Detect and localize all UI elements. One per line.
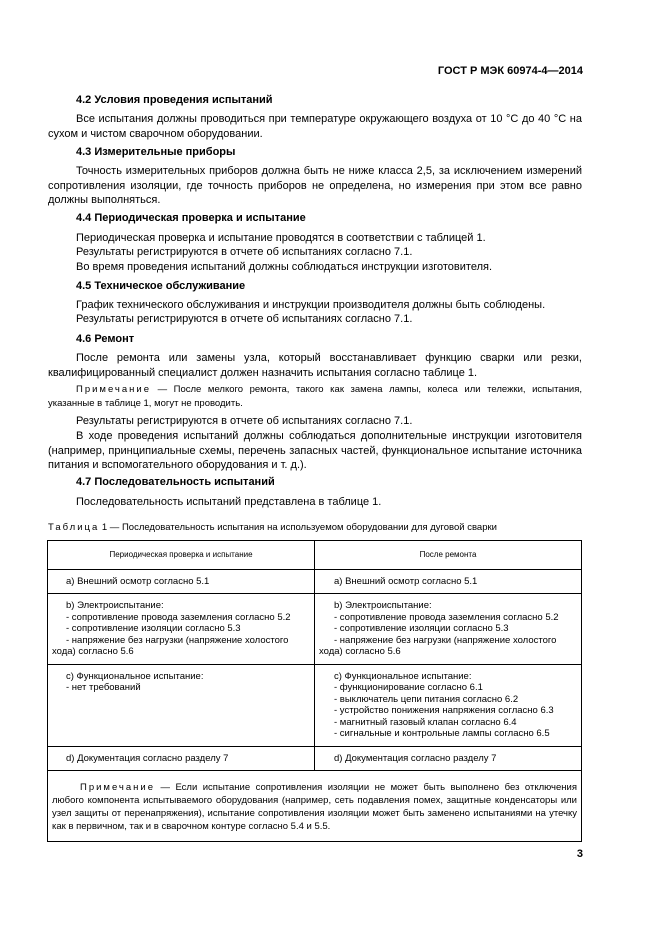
section-4-6-title: 4.6 Ремонт [76,333,135,345]
cell-line: - сопротивление провода заземления согласно 5.2 [334,611,559,623]
section-4-6-p2: Результаты регистрируются в отчете об испытаниях согласно 7.1. [76,415,413,427]
table-cell: a) Внешний осмотр согласно 5.1 [48,569,315,594]
cell-line: b) Электроиспытание: [66,600,164,611]
column-header-periodic: Периодическая проверка и испытание [48,541,315,570]
cell-line: c) Функциональное испытание: [334,670,472,682]
section-4-4-p2: Результаты регистрируются в отчете об испытаниях согласно 7.1. [76,246,413,258]
cell-line: хода) согласно 5.6 [319,646,401,657]
section-4-4-title: 4.4 Периодическая проверка и испытание [76,212,306,224]
table-cell [48,594,315,665]
column-header-after-repair: После ремонта [315,541,582,570]
section-4-4-p3: Во время проведения испытаний должны соблюдаться инструкции изготовителя. [76,261,493,273]
cell-line: - напряжение без нагрузки (напряжение холостого [334,634,557,646]
section-4-3-title: 4.3 Измерительные приборы [76,146,236,158]
table-row [48,664,582,746]
section-4-6-p1: После ремонта или замены узла, который восстанавливает функцию сварки или резки, квалифицированный специалист должен назначить испытания согласно таблице 1. [48,352,582,379]
standard-header: ГОСТ Р МЭК 60974-4—2014 [437,65,583,77]
note-text: — После мелкого ремонта, такого как замена лампы, колеса или тележки, испытания, указанные в таблице 1, могут не проводить. [48,384,582,409]
cell-line: - устройство понижения напряжения согласно 6.3 [334,705,554,716]
cell-line: - сопротивление провода заземления согласно 5.2 [66,611,291,623]
table-caption-label: Таблица [48,522,100,533]
table-row [48,569,582,594]
cell-line: - выключатель цепи питания согласно 6.2 [334,693,519,705]
cell-line: - напряжение без нагрузки (напряжение холостого [66,634,289,646]
table-header-row [48,541,582,570]
section-4-5-p2: Результаты регистрируются в отчете об испытаниях согласно 7.1. [76,313,413,325]
cell-line: c) Функциональное испытание: [66,670,204,682]
table-note [48,771,582,842]
section-4-7-title: 4.7 Последовательность испытаний [76,476,275,488]
note-label: Примечание [76,384,151,395]
test-sequence-table [47,540,582,842]
section-4-5-title: 4.5 Техническое обслуживание [76,280,246,292]
section-4-6-note [48,383,582,411]
table-cell [48,664,315,746]
table-caption [48,522,497,533]
table-note-label: Примечание [80,782,155,793]
cell-line: - нет требований [66,682,141,693]
table-caption-text: 1 — Последовательность испытания на используемом оборудовании для дуговой сварки [99,522,497,533]
section-4-5-p1: График технического обслуживания и инструкции производителя должны быть соблюдены. [76,299,546,311]
cell-line: хода) согласно 5.6 [52,646,134,657]
table-cell: d) Документация согласно разделу 7 [315,746,582,771]
page-number: 3 [576,848,583,860]
section-4-6-p3: В ходе проведения испытаний должны соблюдаться дополнительные инструкции изготовителя (например, принципиальные схемы, перечень запасных частей, функциональное испытание источника питания и вспомогательного оборудования и т. д.). [48,430,582,471]
table-row [48,594,582,665]
table-cell [315,664,582,746]
table-row [48,746,582,771]
section-4-3-text: Точность измерительных приборов должна быть не ниже класса 2,5, за исключением измерений сопротивления изоляции, где точность приборов не определена, но измерения при этом все равно должны выполняться. [48,165,582,206]
table-cell: d) Документация согласно разделу 7 [48,746,315,771]
cell-line: - сопротивление изоляции согласно 5.3 [66,623,241,634]
table-note-text: — Если испытание сопротивления изоляции не может быть выполнено без отключения любого компонента испытываемого оборудования (например, сеть подавления помех, защитные конденсаторы или узел защиты от перенапряжения), испытание сопротивления изоляции может быть заменено испытаниями на утечку как в первичном, так и в сварочном контуре согласно 5.4 и 5.5. [52,782,577,832]
section-4-7-text: Последовательность испытаний представлена в таблице 1. [76,496,382,508]
cell-line: - функционирование согласно 6.1 [334,682,483,693]
table-cell: a) Внешний осмотр согласно 5.1 [315,569,582,594]
cell-line: b) Электроиспытание: [334,600,432,611]
table-note-row [48,771,582,842]
cell-line: - сигнальные и контрольные лампы согласно 6.5 [334,728,550,739]
cell-line: - магнитный газовый клапан согласно 6.4 [334,716,517,728]
section-4-2-text: Все испытания должны проводиться при температуре окружающего воздуха от 10 °С до 40 °С на сухом и чистом сварочном оборудовании. [48,113,582,140]
section-4-4-p1: Периодическая проверка и испытание проводятся в соответствии с таблицей 1. [76,232,486,244]
cell-line: - сопротивление изоляции согласно 5.3 [334,623,509,634]
table-cell [315,594,582,665]
section-4-2-title: 4.2 Условия проведения испытаний [76,94,273,106]
